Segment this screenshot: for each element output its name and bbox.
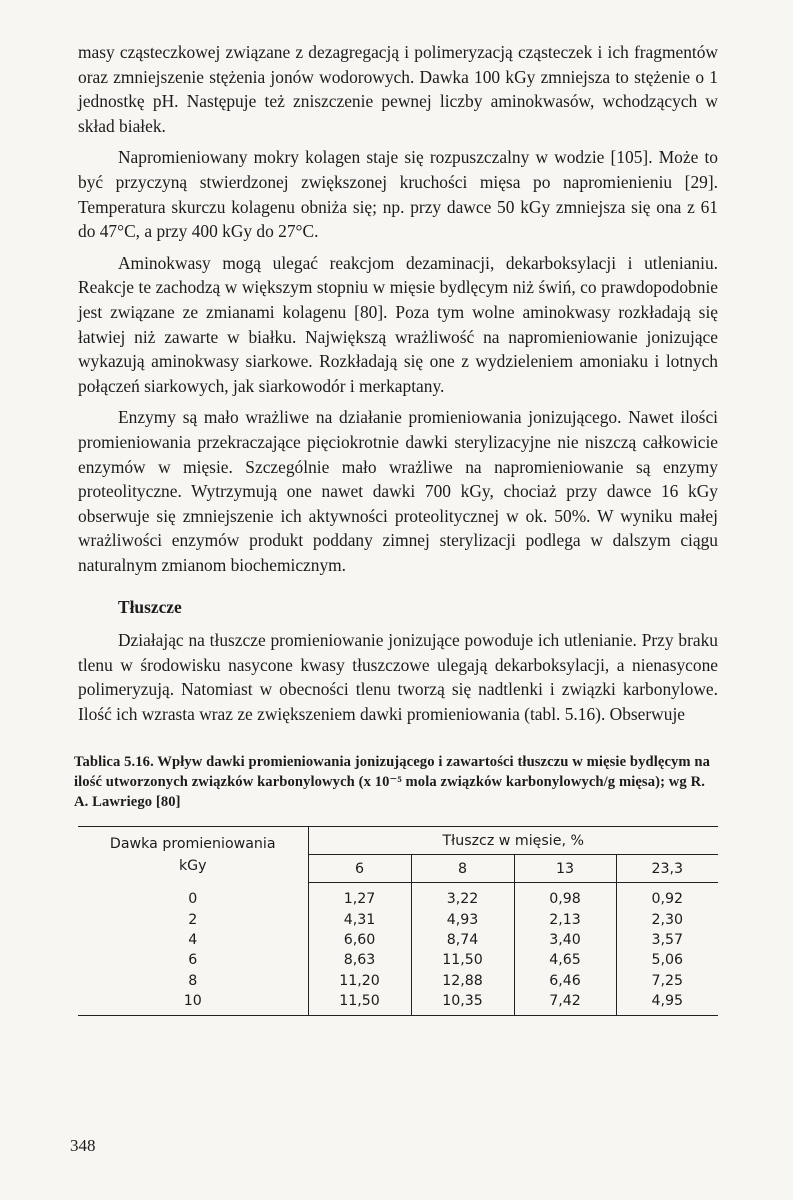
table-row bbox=[78, 883, 718, 910]
fat-level-header: 13 bbox=[514, 855, 616, 883]
value-cell: 6,60 bbox=[308, 930, 411, 950]
value-cell: 8,74 bbox=[411, 930, 514, 950]
value-cell: 11,50 bbox=[411, 950, 514, 970]
dose-header-line1: Dawka promieniowania bbox=[109, 836, 276, 853]
value-cell: 7,25 bbox=[651, 972, 684, 989]
value-cell: 3,40 bbox=[514, 930, 616, 950]
value-cell: 7,42 bbox=[514, 991, 616, 1016]
page-number: 348 bbox=[70, 1136, 96, 1155]
dose-cell: 10 bbox=[78, 991, 308, 1016]
value-cell: 12,88 bbox=[411, 971, 514, 991]
data-table bbox=[78, 826, 718, 1016]
table-row bbox=[78, 991, 718, 1016]
paragraph-4: Enzymy są mało wrażliwe na działanie promieniowania jonizującego. Nawet ilości promieniowania przekraczające pięciokrotnie dawki sterylizacyjne nie niszczą całkowicie enzymów w mięsie. Szczególnie mało wrażliwe na napromieniowanie są enzymy proteolityczne. Wytrzymują one nawet dawki 700 kGy, chociaż przy dawce 16 kGy obserwuje się zmniejszenie ich aktywności proteolitycznej w ok. 50%. W wyniku małej wrażliwości enzymów produkt poddany zimnej sterylizacji podlega w dalszym ciągu naturalnym zmianom biochemicznym. bbox=[78, 407, 718, 575]
table-row bbox=[78, 971, 718, 991]
value-cell: 11,50 bbox=[308, 991, 411, 1016]
section-heading: Tłuszcze bbox=[118, 597, 182, 618]
paragraph-1: masy cząsteczkowej związane z dezagregacją i polimeryzacją cząsteczek i ich fragmentów oraz zmniejszenie stężenia jonów wodorowych. Dawka 100 kGy zmniejsza to stężenie o 1 jednostkę pH. Następuje też zniszczenie pewnej liczby aminokwasów, wchodzących w skład białek. bbox=[78, 42, 718, 136]
value-cell: 6,46 bbox=[514, 971, 616, 991]
value-cell: 5,06 bbox=[651, 952, 684, 969]
value-cell: 2,13 bbox=[514, 910, 616, 930]
table-row bbox=[78, 910, 718, 930]
value-cell: 11,20 bbox=[308, 971, 411, 991]
paragraph-2: Napromieniowany mokry kolagen staje się rozpuszczalny w wodzie [105]. Może to być przyczyną stwierdzonej zwiększonej kruchości mięsa po napromienieniu [29]. Temperatura skurczu kolagenu obniża się; np. przy dawce 50 kGy zmniejsza się ona z 61 do 47°C, a przy 400 kGy do 27°C. bbox=[78, 147, 718, 242]
value-cell: 1,27 bbox=[308, 883, 411, 910]
value-cell: 4,31 bbox=[308, 910, 411, 930]
fat-level-header: 23,3 bbox=[616, 855, 718, 883]
value-cell: 4,93 bbox=[411, 910, 514, 930]
dose-cell: 8 bbox=[78, 971, 308, 991]
table-caption: Tablica 5.16. Wpływ dawki promieniowania jonizującego i zawartości tłuszczu w mięsie bydlęcym na ilość utworzonych związków karbonylowych (x 10⁻⁵ mola związków karbonylowych/g mięsa); wg R. A. Lawriego [80] bbox=[74, 754, 711, 811]
fat-level-header: 6 bbox=[308, 855, 411, 883]
value-cell: 0,92 bbox=[651, 891, 684, 908]
dose-cell: 2 bbox=[78, 910, 308, 930]
table-row bbox=[78, 950, 718, 970]
fat-group-header: Tłuszcz w mięsie, % bbox=[308, 827, 718, 855]
dose-header-line2: kGy bbox=[178, 858, 207, 875]
value-cell: 3,22 bbox=[411, 883, 514, 910]
value-cell: 10,35 bbox=[411, 991, 514, 1016]
dose-cell: 4 bbox=[78, 930, 308, 950]
paragraph-3: Aminokwasy mogą ulegać reakcjom dezaminacji, dekarboksylacji i utlenianiu. Reakcje te zachodzą w większym stopniu w mięsie bydlęcym niż świń, co prawdopodobnie jest związane ze zmianami kolagenu [80]. Poza tym wolne aminokwasy rozkładają się łatwiej niż zawarte w białku. Największą wrażliwość na napromieniowanie jonizujące wykazują aminokwasy siarkowe. Rozkładają się one z wydzieleniem amoniaku i lotnych połączeń siarkowych, jak siarkowodór i merkaptany. bbox=[78, 252, 718, 396]
table-row bbox=[78, 930, 718, 950]
section-paragraph: Działając na tłuszcze promieniowanie jonizujące powoduje ich utlenianie. Przy braku tlenu w środowisku nasycone kwasy tłuszczowe ulegają dekarboksylacji, a nienasycone polimeryzują. Natomiast w obecności tlenu tworzą się nadtlenki i związki karbonylowe. Ilość ich wzrasta wraz ze zwiększeniem dawki promieniowania (tabl. 5.16). Obserwuje bbox=[78, 630, 718, 724]
dose-cell: 0 bbox=[78, 883, 308, 910]
value-cell: 0,98 bbox=[514, 883, 616, 910]
fat-level-header: 8 bbox=[411, 855, 514, 883]
dose-column-header bbox=[78, 827, 308, 883]
page-content bbox=[74, 40, 718, 1016]
value-cell: 3,57 bbox=[651, 932, 684, 949]
value-cell: 2,30 bbox=[651, 911, 684, 928]
value-cell: 8,63 bbox=[308, 950, 411, 970]
dose-cell: 6 bbox=[78, 950, 308, 970]
value-cell: 4,65 bbox=[514, 950, 616, 970]
value-cell: 4,95 bbox=[616, 991, 718, 1016]
